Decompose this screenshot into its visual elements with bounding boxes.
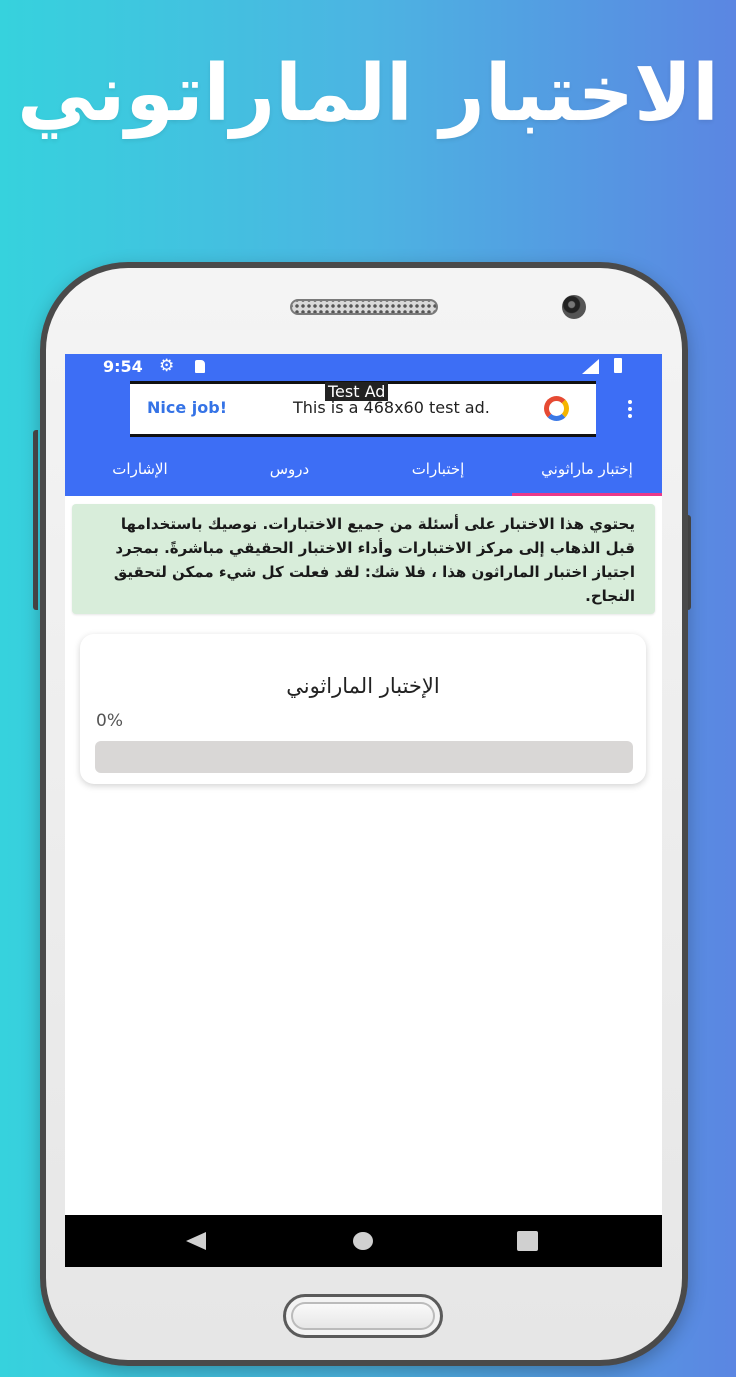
status-time: 9:54 xyxy=(103,357,143,376)
quiz-progress-label: 0% xyxy=(96,711,123,731)
app-screen xyxy=(65,354,662,1267)
tab-marathon-test[interactable]: إختبار ماراثوني xyxy=(512,454,662,496)
tab-signs[interactable]: الإشارات xyxy=(112,460,168,478)
phone-volume-button xyxy=(33,430,38,610)
recents-icon[interactable] xyxy=(517,1231,538,1251)
home-icon[interactable] xyxy=(353,1232,373,1250)
overflow-menu-icon[interactable] xyxy=(623,400,637,424)
tab-lessons[interactable]: دروس xyxy=(269,460,310,478)
app-bar xyxy=(65,380,662,454)
battery-icon xyxy=(614,358,622,373)
phone-camera xyxy=(562,295,586,319)
ad-logo-icon[interactable] xyxy=(544,396,569,421)
phone-speaker xyxy=(290,299,438,315)
ad-headline[interactable]: Nice job! xyxy=(147,398,228,417)
tab-bar xyxy=(65,454,662,496)
tab-tests[interactable]: إختبارات xyxy=(411,460,465,478)
quiz-title: الإختبار الماراثوني xyxy=(286,674,440,698)
sd-card-icon xyxy=(195,360,205,373)
quiz-progress-bar xyxy=(95,741,633,773)
quiz-card[interactable] xyxy=(80,634,646,784)
back-icon[interactable] xyxy=(186,1232,206,1250)
ad-text[interactable]: This is a 468x60 test ad. xyxy=(293,398,490,417)
info-box: يحتوي هذا الاختبار على أسئلة من جميع الاختبارات. نوصيك باستخدامها قبل الذهاب إلى مركز الاختبارات وأداء الاختبار الحقيقي مباشرةً. بمجرد اجتياز اختبار الماراثون هذا ، فلا شك: لقد فعلت كل شيء ممكن لتحقيق النجاح. xyxy=(72,504,655,614)
phone-home-button xyxy=(283,1294,443,1338)
status-bar xyxy=(65,354,662,380)
promo-title: الاختبار الماراتوني xyxy=(17,49,719,139)
signal-icon xyxy=(582,359,599,374)
ad-label: Test Ad xyxy=(325,382,388,401)
ad-banner[interactable] xyxy=(130,381,596,437)
navigation-bar xyxy=(65,1215,662,1267)
gear-icon: ⚙ xyxy=(159,356,175,376)
